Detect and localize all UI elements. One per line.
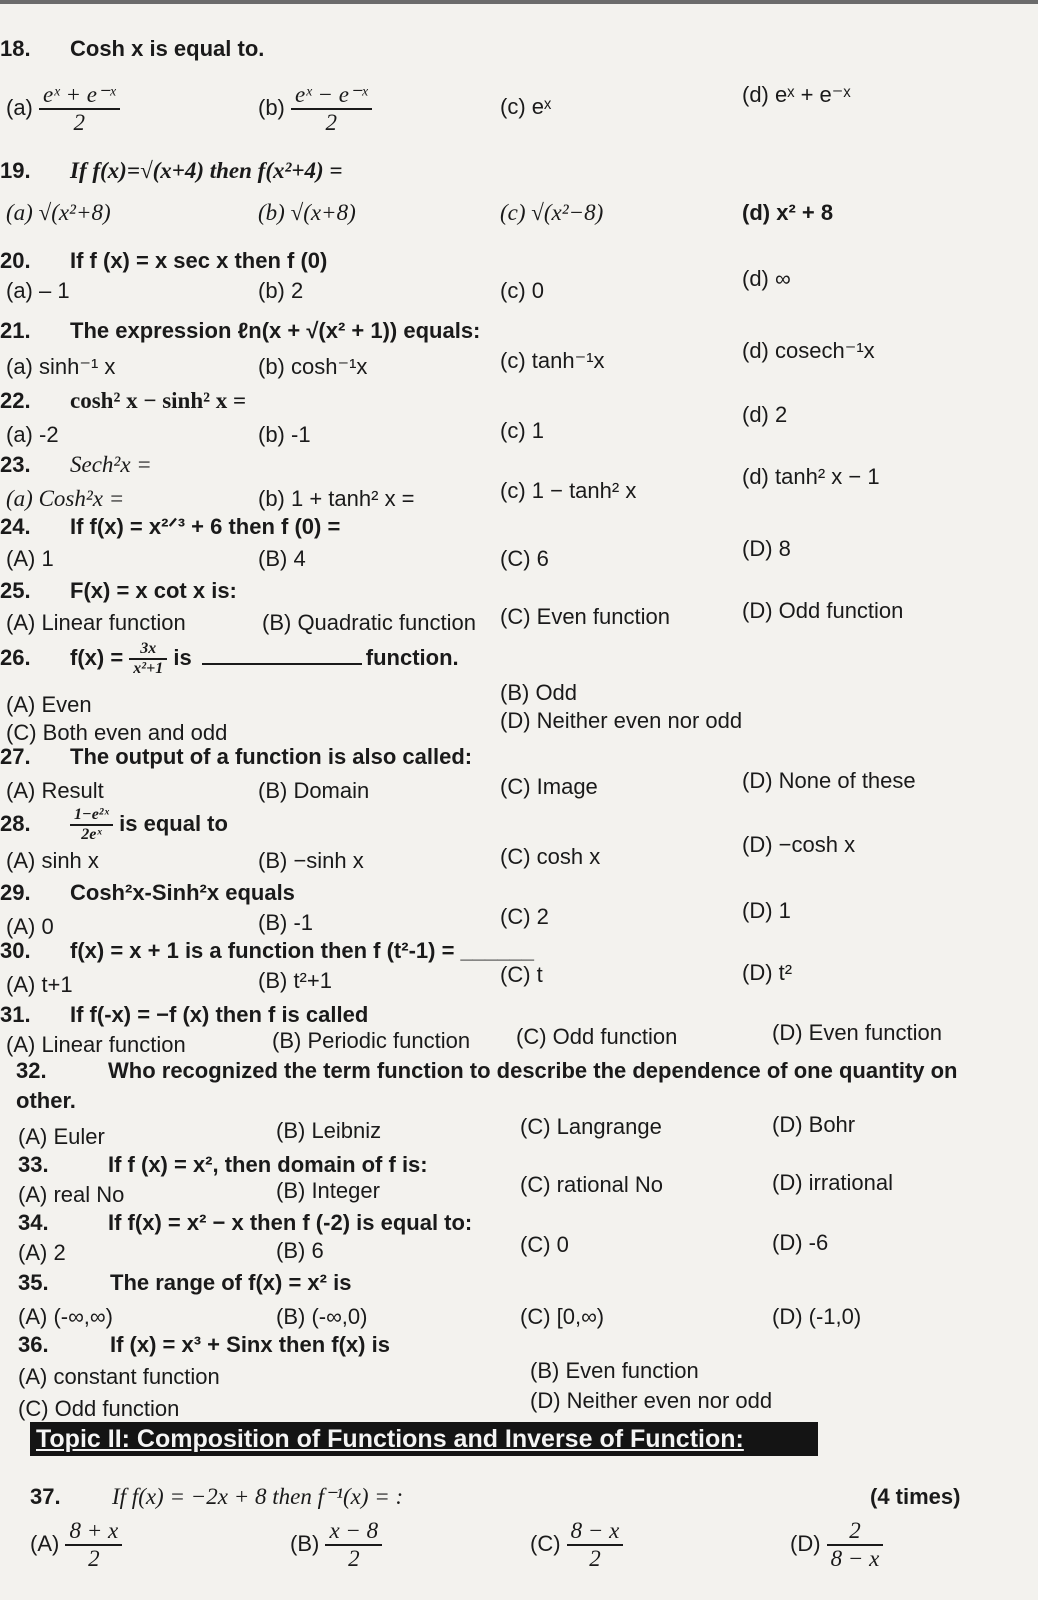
option-a[interactable]: (A) Even <box>6 692 92 717</box>
option-a[interactable]: (A) constant function <box>18 1364 220 1389</box>
option-b[interactable]: (B) Periodic function <box>272 1028 471 1053</box>
option-b[interactable]: (B) $\frac{x - 8}{2}$ <box>290 1518 382 1572</box>
option-d[interactable]: (D) Odd function <box>742 598 904 623</box>
option-a[interactable]: (a) Cosh²x = <box>6 486 125 511</box>
option-d[interactable]: (D) Neither even nor odd <box>530 1388 773 1413</box>
option-c[interactable]: (C) rational No <box>520 1172 664 1197</box>
option-d[interactable]: (D) t² <box>742 960 793 985</box>
option-a[interactable]: (a) √(x²+8) <box>6 200 111 225</box>
exam-page: 18. Cosh x is equal to. (a) $\frac{\text{eˣ + e⁻ˣ}}{2}$ (b) $\frac{\text{eˣ − e⁻ˣ}}{2}$ (c) eˣ (d) eˣ + e⁻ˣ 19. If f(x)=√(x+4) then f(x²+4) = (a) √(x²+8) (b) √(x+8) (c) √(x²−8) (d) x² + 8 20. If f (x) = x sec x then f (0) (a) – 1 (b) 2 (c) 0 (d) ∞ 21. The expression ℓn(x + √(x² + 1)) equals: (a) sinh⁻¹ x (b) cosh⁻¹x (c) tanh⁻¹x (d) cosech⁻¹x 22. cosh² x − sinh² x = (a) -2 (b) -1 (c) 1 (d) 2 23. Sech²x = (a) Cosh²x = (b) 1 + tanh² x = (c) 1 − tanh² x (d) tanh² x − 1 24. If f(x) = x²ᐟ³ + 6 then f (0) = (A) 1 (B) 4 (C) 6 (D) 8 25. F(x) = x cot x is: (A) Linear function (B) Quadratic function (C) Even function (D) Odd function 26. f(x) = $\frac{3x}{\text{x²+1}}$ is function. (A) Even (B) Odd (C) Both even and odd (D) Neither even nor odd 27. The output of a function is also called: (A) Result (B) Domain (C) Image (D) None of these 28. $\frac{\text{1−e²ˣ}}{\text{2eˣ}}$ is equal to (A) sinh x (B) −sinh x (C) cosh x (D) −cosh x 29. Cosh²x-Sinh²x equals (A) 0 (B) -1 (C) 2 (D) 1 30. f(x) = x + 1 is a function then f (t²-1) = ______ (A) t+1 (B) t²+1 (C) t (D) t² 31. If f(-x) = −f (x) then f is called (A) Linear function (B) Periodic function (C) Odd function (D) Even function 32. Who recognized the term function to describe the dependence of one quantity on other. (A) Euler (B) Leibniz (C) Langrange (D) Bohr 33. If f (x) = x², then domain of f is: (A) real No (B) Integer (C) rational No (D) irrational 34. If f(x) = x² − x then f (-2) is equal to: (A) 2 (B) 6 (C) 0 (D) -6 35. The range of f(x) = x² is (A) (-∞,∞) (B) (-∞,0) (C) [0,∞) (D) (-1,0) 36. If (x) = x³ + Sinx then f(x) is (A) constant function (B) Even function (C) Odd function (D) Neither even nor odd Topic II: Composition of Functions and Inverse of Function: 37. If f(x) = −2x + 8 then f⁻¹(x) = : (4 times) (A) $\frac{8 + x}{2}$ (B) $\frac{x - 8}{2}$ (C) $\frac{8 - x}{2}$ (D) $\frac{2}{8 - x}$ <box>0 0 1038 1600</box>
option-b[interactable]: (b) 1 + tanh² x = <box>258 486 415 511</box>
option-a[interactable]: (a) $\frac{\text{eˣ + e⁻ˣ}}{2}$ <box>6 82 120 136</box>
option-d[interactable]: (d) 2 <box>742 402 788 427</box>
option-a[interactable]: (A) Linear function <box>6 610 186 635</box>
option-c[interactable]: (c) 1 <box>500 418 544 443</box>
option-c[interactable]: (c) eˣ <box>500 94 552 119</box>
option-c[interactable]: (C) Image <box>500 774 598 799</box>
option-c[interactable]: (C) Even function <box>500 604 670 629</box>
option-b[interactable]: (B) −sinh x <box>258 848 364 873</box>
question-text: If f(x) = x²ᐟ³ + 6 then f (0) = <box>70 514 341 539</box>
option-a[interactable]: (A) Result <box>6 778 104 803</box>
option-a[interactable]: (A) 1 <box>6 546 54 571</box>
option-a[interactable]: (A) t+1 <box>6 972 73 997</box>
option-a[interactable]: (A) Euler <box>18 1124 105 1149</box>
option-c[interactable]: (C) Odd function <box>18 1396 180 1421</box>
option-d[interactable]: (D) (-1,0) <box>772 1304 862 1329</box>
question-text: Cosh²x-Sinh²x equals <box>70 880 295 905</box>
option-b[interactable]: (B) (-∞,0) <box>276 1304 368 1329</box>
fraction: $\frac{\text{eˣ − e⁻ˣ}}{2}$ <box>291 82 372 136</box>
option-b[interactable]: (B) Leibniz <box>276 1118 382 1143</box>
topic-heading: Topic II: Composition of Functions and Inverse of Function: <box>30 1422 818 1456</box>
option-b[interactable]: (b) cosh⁻¹x <box>258 354 368 379</box>
option-d[interactable]: (D) −cosh x <box>742 832 856 857</box>
option-a[interactable]: (A) sinh x <box>6 848 99 873</box>
option-d[interactable]: (D) Neither even nor odd <box>500 708 743 733</box>
option-d[interactable]: (D) 1 <box>742 898 791 923</box>
option-d[interactable]: (d) cosech⁻¹x <box>742 338 875 363</box>
option-a[interactable]: (a) – 1 <box>6 278 70 303</box>
question-text: The expression ℓn(x + √(x² + 1)) equals: <box>70 318 481 343</box>
option-d[interactable]: (D) $\frac{2}{8 - x}$ <box>790 1518 883 1572</box>
option-d[interactable]: (d) eˣ + e⁻ˣ <box>742 82 851 107</box>
option-c[interactable]: (C) [0,∞) <box>520 1304 605 1329</box>
question-text: If f(-x) = −f (x) then f is called <box>70 1002 369 1027</box>
question-text: If f(x)=√(x+4) then f(x²+4) = <box>70 158 343 183</box>
option-c[interactable]: (C) cosh x <box>500 844 601 869</box>
option-a[interactable]: (A) $\frac{8 + x}{2}$ <box>30 1518 122 1572</box>
option-b[interactable]: (B) 6 <box>276 1238 324 1263</box>
option-a[interactable]: (A) 2 <box>18 1240 66 1265</box>
option-d[interactable]: (d) x² + 8 <box>742 200 834 225</box>
option-a[interactable]: (A) Linear function <box>6 1032 186 1057</box>
question-text: If f(x) = −2x + 8 then f⁻¹(x) = : <box>112 1484 404 1509</box>
option-a[interactable]: (a) -2 <box>6 422 59 447</box>
option-c[interactable]: (C) Langrange <box>520 1114 662 1139</box>
option-d[interactable]: (d) tanh² x − 1 <box>742 464 880 489</box>
option-c[interactable]: (C) t <box>500 962 543 987</box>
option-d[interactable]: (D) Even function <box>772 1020 942 1045</box>
question-text: Who recognized the term function to describe the dependence of one quantity on other. <box>16 1058 958 1113</box>
question-text: If (x) = x³ + Sinx then f(x) is <box>110 1332 390 1357</box>
question-text: If f(x) = x² − x then f (-2) is equal to: <box>108 1210 473 1235</box>
option-a[interactable]: (a) sinh⁻¹ x <box>6 354 116 379</box>
option-c[interactable]: (c) 1 − tanh² x <box>500 478 637 503</box>
question-text: F(x) = x cot x is: <box>70 578 237 603</box>
option-c[interactable]: (C) 0 <box>520 1232 569 1257</box>
option-b[interactable]: (b) √(x+8) <box>258 200 356 225</box>
option-d[interactable]: (D) irrational <box>772 1170 894 1195</box>
option-b[interactable]: (B) Quadratic function <box>262 610 476 635</box>
top-border-line <box>0 0 1038 4</box>
option-c[interactable]: (C) Odd function <box>516 1024 678 1049</box>
option-d[interactable]: (D) 8 <box>742 536 791 561</box>
option-a[interactable]: (A) (-∞,∞) <box>18 1304 113 1329</box>
option-b[interactable]: (b) $\frac{\text{eˣ − e⁻ˣ}}{2}$ <box>258 82 372 136</box>
option-c[interactable]: (C) $\frac{8 - x}{2}$ <box>530 1518 623 1572</box>
option-d[interactable]: (d) ∞ <box>742 266 791 291</box>
question-text: Sech²x = <box>70 452 152 477</box>
fraction: $\frac{\text{eˣ + e⁻ˣ}}{2}$ <box>39 82 120 136</box>
option-c[interactable]: (c) √(x²−8) <box>500 200 604 225</box>
question-text: Cosh x is equal to. <box>70 36 265 61</box>
option-b[interactable]: (B) t²+1 <box>258 968 332 993</box>
question-text: If f (x) = x², then domain of f is: <box>108 1152 428 1177</box>
option-b[interactable]: (B) Domain <box>258 778 370 803</box>
option-b[interactable]: (B) Odd <box>500 680 578 705</box>
option-b[interactable]: (B) Integer <box>276 1178 380 1203</box>
option-b[interactable]: (b) -1 <box>258 422 311 447</box>
option-c[interactable]: (c) 0 <box>500 278 544 303</box>
question-text: The output of a function is also called: <box>70 744 473 769</box>
question-text: f(x) = x + 1 is a function then f (t²-1) = ______ <box>70 938 534 963</box>
option-d[interactable]: (D) Bohr <box>772 1112 856 1137</box>
option-b[interactable]: (B) Even function <box>530 1358 699 1383</box>
option-a[interactable]: (A) real No <box>18 1182 125 1207</box>
question-text: The range of f(x) = x² is <box>110 1270 352 1295</box>
option-c[interactable]: (C) 2 <box>500 904 549 929</box>
option-b[interactable]: (b) 2 <box>258 278 304 303</box>
question-text: If f (x) = x sec x then f (0) <box>70 248 328 273</box>
option-b[interactable]: (B) -1 <box>258 910 313 935</box>
option-c[interactable]: (C) 6 <box>500 546 549 571</box>
frequency-note: (4 times) <box>870 1484 961 1509</box>
option-c[interactable]: (c) tanh⁻¹x <box>500 348 605 373</box>
option-d[interactable]: (D) -6 <box>772 1230 829 1255</box>
option-d[interactable]: (D) None of these <box>742 768 916 793</box>
question-text: cosh² x − sinh² x = <box>70 388 247 413</box>
option-c[interactable]: (C) Both even and odd <box>6 720 228 745</box>
option-b[interactable]: (B) 4 <box>258 546 306 571</box>
option-a[interactable]: (A) 0 <box>6 914 54 939</box>
